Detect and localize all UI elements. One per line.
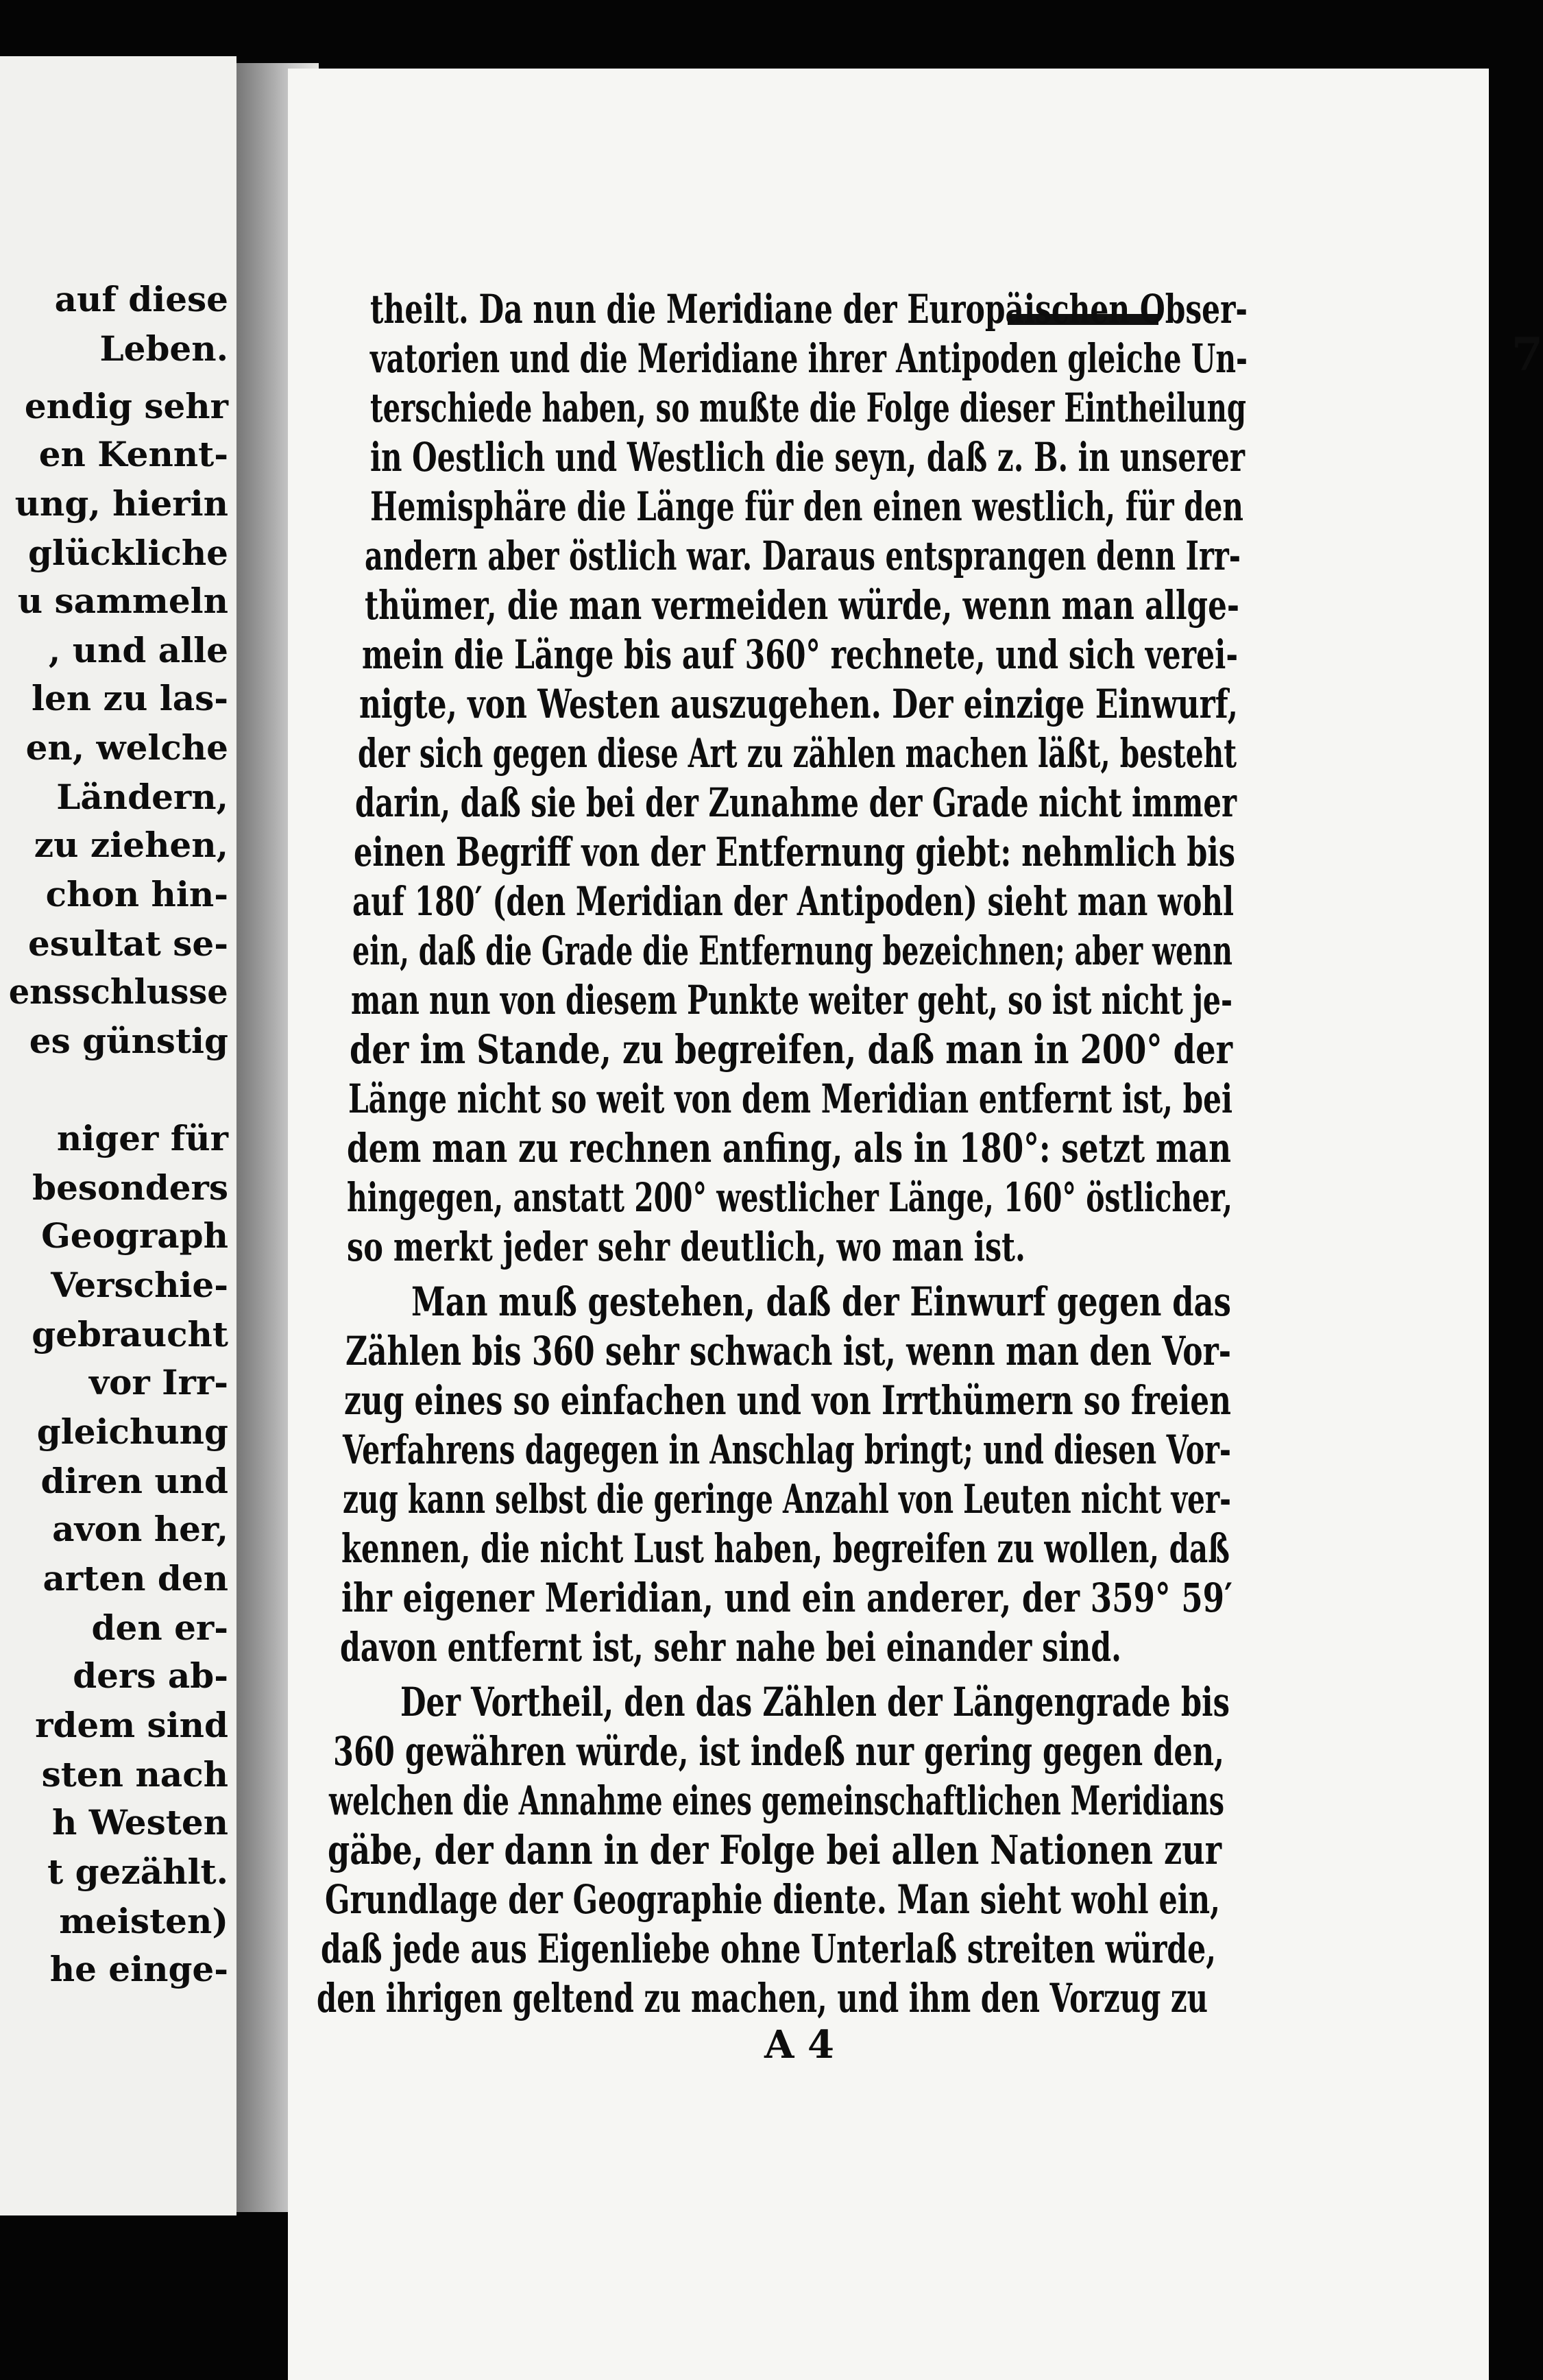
text-line: einen Begriff von der Entfernung giebt: nehmlich bis (354, 829, 1235, 875)
left-page-line: chon hin- (45, 874, 228, 914)
left-page-line: den er- (91, 1607, 228, 1648)
left-page-line: len zu las- (31, 678, 228, 718)
left-page-line: endig sehr (24, 386, 228, 426)
text-line: mein die Länge bis auf 360° rechnete, und sich verei- (362, 631, 1238, 678)
text-line: dem man zu rechnen anfing, als in 180°: setzt man (347, 1125, 1231, 1171)
left-page-line: arten den (42, 1558, 228, 1599)
left-page-line: ung, hierin (14, 483, 228, 524)
text-line: ihr eigener Meridian, und ein anderer, der 359° 59′ (341, 1575, 1232, 1621)
left-page-line: zu ziehen, (34, 825, 228, 865)
left-page-line: niger für (56, 1118, 228, 1158)
text-line: andern aber östlich war. Daraus entsprangen denn Irr- (365, 533, 1241, 579)
left-page-line: ders ab- (73, 1655, 228, 1696)
text-line: nigte, von Westen auszugehen. Der einzige Einwurf, (359, 681, 1238, 727)
text-line: den ihrigen geltend zu machen, und ihm den Vorzug zu (317, 1975, 1208, 2021)
left-page-line: diren und (40, 1461, 228, 1501)
text-line: kennen, die nicht Lust haben, begreifen zu wollen, daß (341, 1525, 1230, 1572)
left-page-line: h Westen (51, 1802, 228, 1843)
left-page-line: rdem sind (35, 1705, 228, 1745)
text-line: zug kann selbst die geringe Anzahl von Leuten nicht ver- (343, 1476, 1231, 1522)
left-page-line: , und alle (48, 630, 228, 670)
text-line: 360 gewähren würde, ist indeß nur gering gegen den, (333, 1728, 1224, 1775)
text-line: Grundlage der Geographie diente. Man sieht wohl ein, (325, 1876, 1220, 1923)
text-line: Man muß gestehen, daß der Einwurf gegen das (411, 1278, 1231, 1325)
text-line: Hemisphäre die Länge für den einen westlich, für den (370, 483, 1243, 530)
left-page-line: en Kennt- (38, 434, 228, 474)
text-line: Verfahrens dagegen in Anschlag bringt; und diesen Vor- (343, 1426, 1231, 1473)
text-line: thümer, die man vermeiden würde, wenn man allge- (365, 582, 1239, 629)
left-page-line: Verschie- (51, 1265, 228, 1305)
left-page-fragment (0, 56, 236, 2215)
left-page-line: auf diese (54, 279, 228, 319)
text-line: man nun von diesem Punkte weiter geht, so ist nicht je- (351, 977, 1232, 1023)
text-line: Länge nicht so weit von dem Meridian entfernt ist, bei (348, 1076, 1232, 1122)
left-page-line: esultat se- (27, 923, 228, 964)
text-line: Der Vortheil, den das Zählen der Längengrade bis (400, 1679, 1230, 1725)
left-page-line: vor Irr- (89, 1362, 228, 1402)
text-line: davon entfernt ist, sehr nahe bei einander sind. (340, 1624, 1121, 1671)
left-page-line: gleichung (36, 1411, 228, 1452)
text-line: Zählen bis 360 sehr schwach ist, wenn man den Vor- (345, 1328, 1231, 1374)
left-page-line: Leben. (99, 328, 228, 369)
left-page-line: en, welche (25, 727, 228, 768)
left-page-line: es günstig (29, 1021, 228, 1061)
left-page-line: Ländern, (56, 777, 228, 817)
left-page-line: u sammeln (17, 581, 228, 621)
text-line: gäbe, der dann in der Folge bei allen Nationen zur (328, 1827, 1222, 1873)
page-number: 7 (1511, 328, 1543, 381)
left-page-line: gebraucht (32, 1314, 228, 1355)
left-page-line: besonders (32, 1167, 228, 1208)
text-line: hingegen, anstatt 200° westlicher Länge, 160° östlicher, (347, 1174, 1232, 1221)
text-line: auf 180′ (den Meridian der Antipoden) sieht man wohl (352, 878, 1234, 925)
text-line: zug eines so einfachen und von Irrthümern so freien (344, 1377, 1231, 1424)
left-page-line: sten nach (41, 1754, 228, 1795)
text-line: darin, daß sie bei der Zunahme der Grade nicht immer (355, 779, 1237, 826)
text-line: vatorien und die Meridiane ihrer Antipoden gleiche Un- (370, 335, 1248, 382)
text-line: ein, daß die Grade die Entfernung bezeichnen; aber wenn (352, 927, 1232, 974)
left-page-line: ensschlusse (9, 971, 228, 1012)
left-page-line: glückliche (28, 533, 228, 573)
text-line: in Oestlich und Westlich die seyn, daß z. B. in unserer (370, 434, 1245, 481)
text-line: daß jede aus Eigenliebe ohne Unterlaß streiten würde, (321, 1926, 1216, 1972)
left-page-line: avon her, (52, 1509, 228, 1549)
left-page-line: Geograph (41, 1215, 228, 1256)
text-line: welchen die Annahme eines gemeinschaftlichen Meridians (329, 1777, 1224, 1824)
left-page-line: he einge- (49, 1949, 228, 1989)
text-line: theilt. Da nun die Meridiane der Europäischen Obser- (370, 286, 1248, 332)
printer-signature: A 4 (764, 2022, 834, 2067)
left-page-line: meisten) (59, 1901, 228, 1941)
text-line: der sich gegen diese Art zu zählen machen läßt, besteht (358, 730, 1237, 777)
text-line: so merkt jeder sehr deutlich, wo man ist. (347, 1224, 1025, 1270)
text-line: der im Stande, zu begreifen, daß man in 200° der (350, 1026, 1232, 1073)
text-line: terschiede haben, so mußte die Folge dieser Eintheilung (370, 385, 1246, 431)
left-page-line: t gezählt. (47, 1851, 228, 1892)
